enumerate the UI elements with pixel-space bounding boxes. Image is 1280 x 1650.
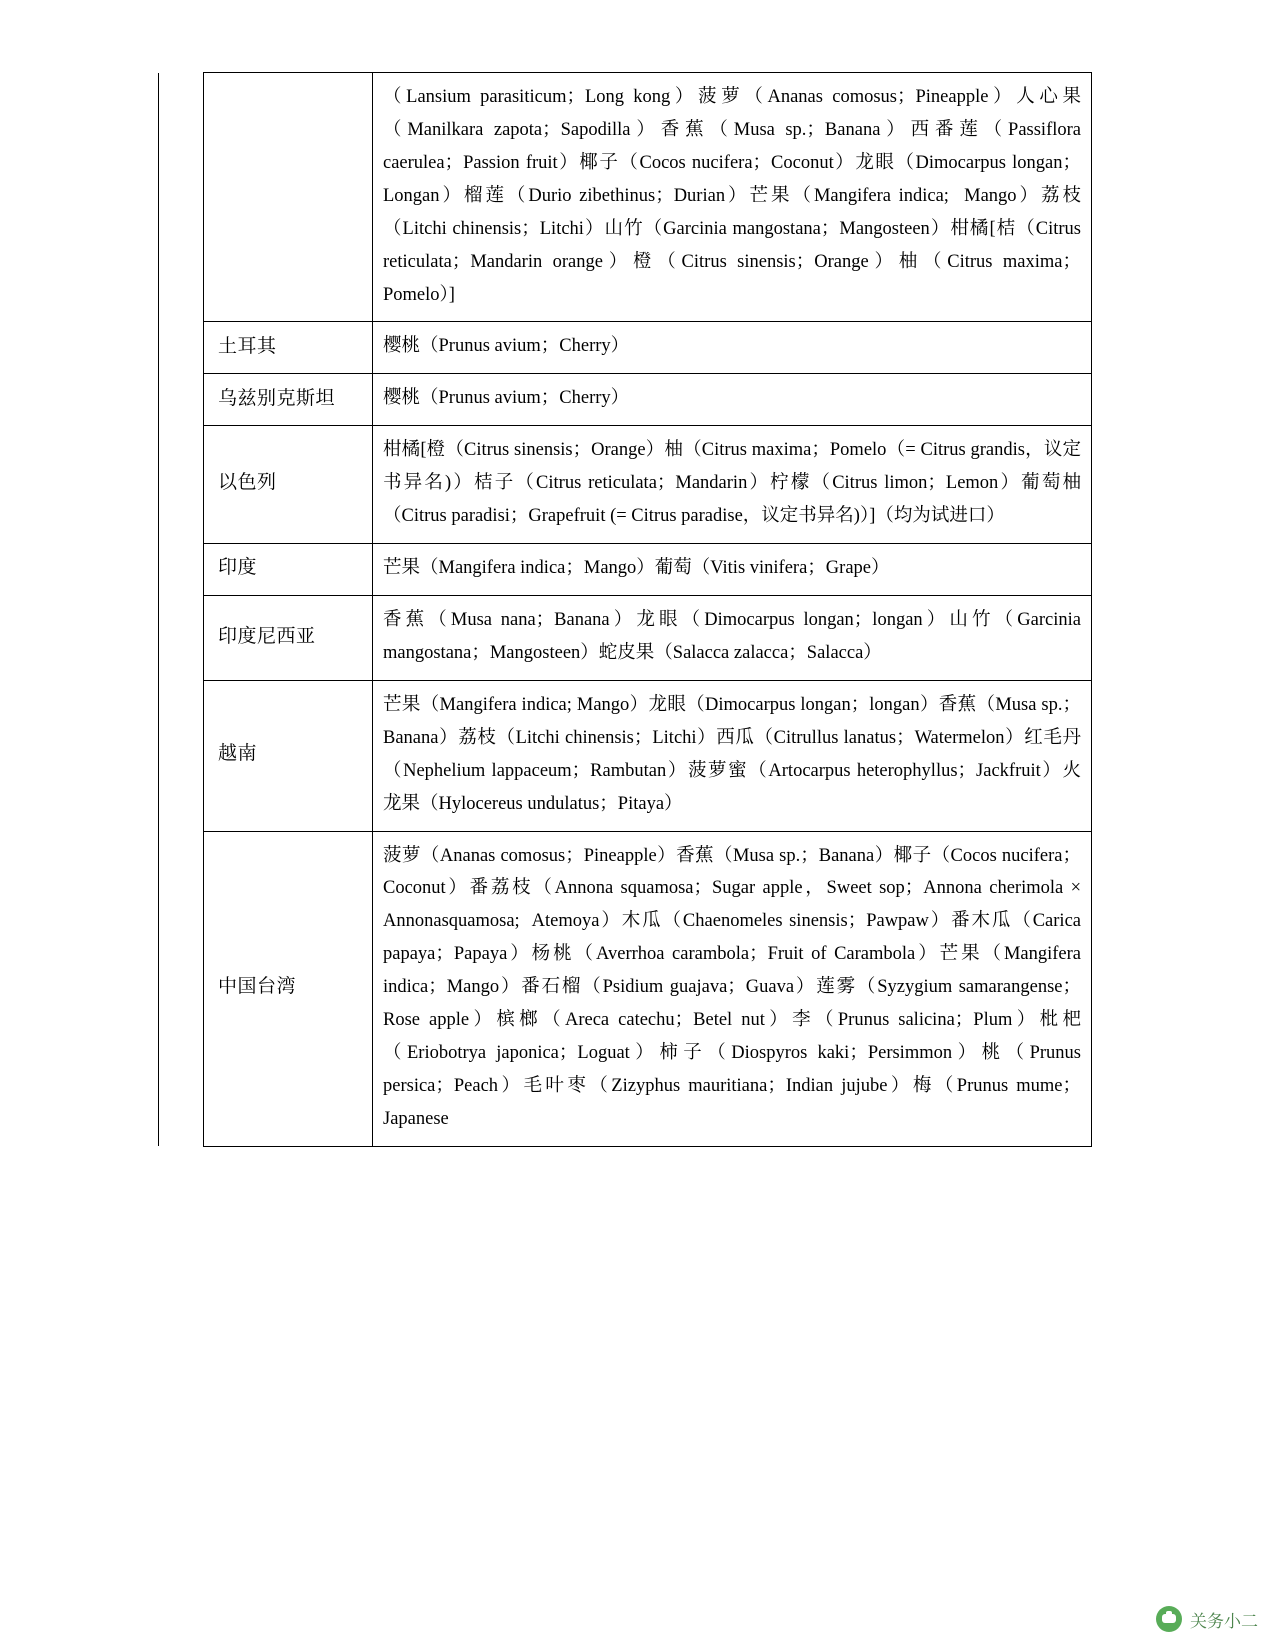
country-label: 中国台湾: [218, 976, 297, 998]
table-row: [159, 544, 1092, 596]
fruit-import-table: [158, 72, 1092, 1147]
country-cell: [204, 544, 373, 596]
species-cell: [373, 544, 1092, 596]
country-cell: [204, 595, 373, 680]
row-left-spacer: [159, 831, 204, 1146]
country-label: 印度尼西亚: [218, 625, 316, 647]
species-text: 香蕉（Musa nana；Banana）龙眼（Dimocarpus longan；longan）山竹（Garcinia mangostana；Mangosteen）蛇皮果（Salacca zalacca；Salacca）: [383, 609, 1086, 663]
row-left-spacer: [159, 374, 204, 426]
table-body: [159, 73, 1092, 1147]
country-cell: [204, 322, 373, 374]
species-cell: [373, 831, 1092, 1146]
species-cell: [373, 322, 1092, 374]
country-label: 印度: [218, 557, 258, 579]
wechat-logo-icon: [1156, 1606, 1182, 1632]
country-label: 乌兹别克斯坦: [218, 387, 336, 409]
country-cell: [204, 73, 373, 322]
country-cell: [204, 680, 373, 831]
row-left-spacer: [159, 322, 204, 374]
species-cell: [373, 426, 1092, 544]
species-text: （Lansium parasiticum；Long kong）菠萝（Ananas comosus；Pineapple）人心果（Manilkara zapota；Sapodilla）香蕉（Musa sp.；Banana）西番莲（Passiflora caerulea；Passion fruit）椰子（Cocos nucifera；Coconut）龙眼（Dimocarpus longan；Longan）榴莲（Durio zibethinus；Durian）芒果（Mangifera indica; Mango）荔枝（Litchi chinensis；Litchi）山竹（Garcinia mangostana；Mangosteen）柑橘[桔（Citrus reticulata；Mandarin orange）橙（Citrus sinensis；Orange）柚（Citrus maxima；Pomelo）]: [383, 87, 1086, 305]
country-cell: [204, 374, 373, 426]
species-cell: [373, 73, 1092, 322]
species-text: 菠萝（Ananas comosus；Pineapple）香蕉（Musa sp.；Banana）椰子（Cocos nucifera；Coconut）番荔枝（Annona squamosa；Sugar apple，Sweet sop；Annona cherimola × Annonasquamosa; Atemoya）木瓜（Chaenomeles sinensis；Pawpaw）番木瓜（Carica papaya；Papaya）杨桃（Averrhoa carambola；Fruit of Carambola）芒果（Mangifera indica；Mango）番石榴（Psidium guajava；Guava）莲雾（Syzygium samarangense；Rose apple）槟榔（Areca catechu；Betel nut）李（Prunus salicina；Plum）枇杷（Eriobotrya japonica；Loguat）柿子（Diospyros kaki；Persimmon）桃（Prunus persica；Peach）毛叶枣（Zizyphus mauritiana；Indian jujube）梅（Prunus mume；Japanese: [383, 845, 1086, 1129]
country-label: 以色列: [218, 472, 277, 494]
row-left-spacer: [159, 680, 204, 831]
species-text: 芒果（Mangifera indica; Mango）龙眼（Dimocarpus longan；longan）香蕉（Musa sp.；Banana）荔枝（Litchi chinensis；Litchi）西瓜（Citrullus lanatus；Watermelon）红毛丹（Nephelium lappaceum；Rambutan）菠萝蜜（Artocarpus heterophyllus；Jackfruit）火龙果（Hylocereus undulatus；Pitaya）: [383, 694, 1081, 814]
species-text: 樱桃（Prunus avium；Cherry）: [383, 388, 630, 409]
table-row: [159, 595, 1092, 680]
species-text: 芒果（Mangifera indica；Mango）葡萄（Vitis vinifera；Grape）: [383, 558, 890, 579]
country-cell: [204, 426, 373, 544]
watermark-label: 关务小二: [1190, 1611, 1258, 1631]
row-left-spacer: [159, 73, 204, 322]
table-row: [159, 322, 1092, 374]
row-left-spacer: [159, 544, 204, 596]
species-cell: [373, 680, 1092, 831]
table-row: [159, 426, 1092, 544]
country-label: 土耳其: [218, 335, 277, 357]
species-cell: [373, 374, 1092, 426]
table-row: [159, 831, 1092, 1146]
country-label: 越南: [218, 743, 258, 765]
row-left-spacer: [159, 595, 204, 680]
table-row: [159, 73, 1092, 322]
row-left-spacer: [159, 426, 204, 544]
country-cell: [204, 831, 373, 1146]
watermark: [1156, 1606, 1258, 1632]
table-row: [159, 374, 1092, 426]
species-text: 柑橘[橙（Citrus sinensis；Orange）柚（Citrus maxima；Pomelo（= Citrus grandis，议定书异名)）桔子（Citrus reticulata；Mandarin）柠檬（Citrus limon；Lemon）葡萄柚（Citrus paradisi；Grapefruit (= Citrus paradise，议定书异名)）]（均为试进口）: [383, 440, 1081, 527]
species-text: 樱桃（Prunus avium；Cherry）: [383, 336, 630, 357]
species-cell: [373, 595, 1092, 680]
table-row: [159, 680, 1092, 831]
